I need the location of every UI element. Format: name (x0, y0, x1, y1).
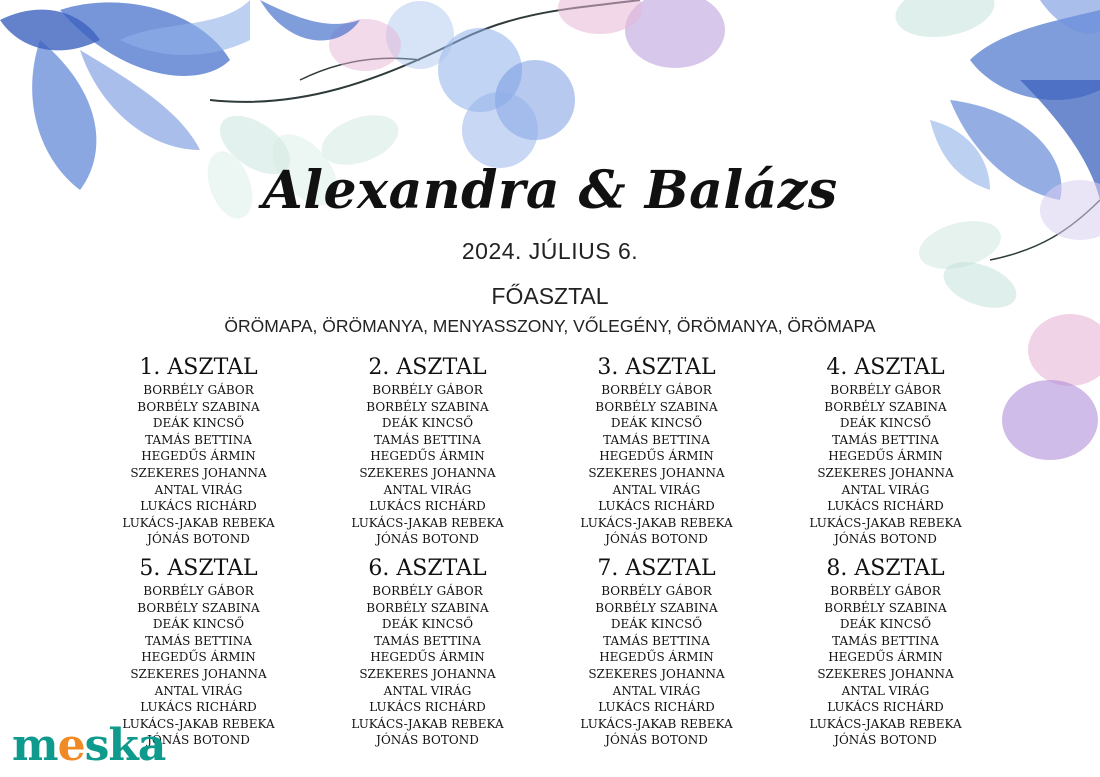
guest-name: BORBÉLY SZABINA (366, 600, 489, 615)
guest-name: JÓNÁS BOTOND (147, 532, 250, 547)
table-block (313, 555, 542, 756)
guest-name: HEGEDŰS ÁRMIN (599, 449, 714, 464)
guest-name: SZEKERES JOHANNA (588, 666, 725, 681)
guest-name: BORBÉLY SZABINA (137, 600, 260, 615)
table-block (771, 555, 1000, 756)
guest-name: HEGEDŰS ÁRMIN (599, 650, 714, 665)
table-block (771, 354, 1000, 555)
table-title: 4. ASZTAL (826, 355, 945, 380)
guest-name: DEÁK KINCSŐ (152, 416, 245, 431)
guest-name: BORBÉLY GÁBOR (372, 584, 483, 598)
guest-name: ANTAL VIRÁG (383, 683, 472, 698)
logo-letter: e (57, 720, 85, 771)
guest-name: JÓNÁS BOTOND (605, 532, 708, 547)
guest-name: HEGEDŰS ÁRMIN (141, 449, 256, 464)
table-block (542, 555, 771, 756)
guest-name: JÓNÁS BOTOND (376, 532, 479, 547)
guest-name: DEÁK KINCSŐ (839, 416, 932, 431)
logo-letter: m (12, 720, 58, 771)
guest-name: TAMÁS BETTINA (832, 432, 939, 447)
table-block (84, 354, 313, 555)
couple-names: Alexandra & Balázs (262, 160, 838, 221)
logo-letter: k (108, 720, 138, 771)
guest-name: SZEKERES JOHANNA (130, 465, 267, 480)
table-title: 3. ASZTAL (597, 355, 716, 380)
guest-name: ANTAL VIRÁG (612, 683, 701, 698)
table-title: 8. ASZTAL (826, 556, 945, 581)
guest-name: SZEKERES JOHANNA (359, 666, 496, 681)
table-title: 7. ASZTAL (597, 556, 716, 581)
table-title: 5. ASZTAL (139, 556, 258, 581)
guest-name: LUKÁCS-JAKAB REBEKA (351, 515, 504, 530)
guest-name: LUKÁCS-JAKAB REBEKA (122, 515, 275, 530)
guest-name: DEÁK KINCSŐ (381, 617, 474, 632)
guest-name: JÓNÁS BOTOND (376, 733, 479, 748)
guest-name: LUKÁCS RICHÁRD (598, 700, 715, 715)
guest-name: HEGEDŰS ÁRMIN (370, 449, 485, 464)
guest-name: LUKÁCS RICHÁRD (369, 499, 486, 514)
purple-leaves-icon (329, 0, 725, 71)
guest-name: DEÁK KINCSŐ (381, 416, 474, 431)
blue-leaves-icon (386, 1, 575, 168)
guest-name: BORBÉLY SZABINA (595, 399, 718, 414)
guest-name: BORBÉLY GÁBOR (830, 383, 941, 397)
guest-name: BORBÉLY SZABINA (366, 399, 489, 414)
guest-name: DEÁK KINCSŐ (152, 617, 245, 632)
guest-name: BORBÉLY GÁBOR (601, 383, 712, 397)
guest-name: LUKÁCS RICHÁRD (369, 700, 486, 715)
guest-name: TAMÁS BETTINA (603, 633, 710, 648)
guest-name: TAMÁS BETTINA (145, 432, 252, 447)
guest-name: BORBÉLY GÁBOR (830, 584, 941, 598)
meska-logo (12, 720, 165, 772)
guest-name: HEGEDŰS ÁRMIN (141, 650, 256, 665)
guest-name: SZEKERES JOHANNA (359, 465, 496, 480)
guest-list (84, 382, 313, 548)
guest-name: JÓNÁS BOTOND (605, 733, 708, 748)
guest-name: BORBÉLY GÁBOR (143, 584, 254, 598)
guest-name: SZEKERES JOHANNA (817, 465, 954, 480)
guest-name: LUKÁCS RICHÁRD (140, 700, 257, 715)
guest-name: ANTAL VIRÁG (841, 482, 930, 497)
guest-name: TAMÁS BETTINA (374, 633, 481, 648)
guest-list (313, 583, 542, 749)
guest-name: TAMÁS BETTINA (603, 432, 710, 447)
tables-grid (84, 354, 1000, 756)
guest-name: LUKÁCS-JAKAB REBEKA (122, 716, 275, 731)
guest-name: TAMÁS BETTINA (374, 432, 481, 447)
guest-name: DEÁK KINCSŐ (839, 617, 932, 632)
guest-name: LUKÁCS RICHÁRD (827, 499, 944, 514)
table-title: 6. ASZTAL (368, 556, 487, 581)
guest-name: DEÁK KINCSŐ (610, 617, 703, 632)
guest-name: LUKÁCS RICHÁRD (827, 700, 944, 715)
guest-name: LUKÁCS RICHÁRD (140, 499, 257, 514)
logo-letter: s (84, 720, 109, 771)
guest-list (771, 583, 1000, 749)
table-title: 2. ASZTAL (368, 355, 487, 380)
table-title: 1. ASZTAL (139, 355, 258, 380)
guest-name: JÓNÁS BOTOND (834, 733, 937, 748)
guest-name: HEGEDŰS ÁRMIN (828, 650, 943, 665)
guest-name: ANTAL VIRÁG (154, 482, 243, 497)
guest-name: LUKÁCS-JAKAB REBEKA (580, 515, 733, 530)
guest-name: SZEKERES JOHANNA (588, 465, 725, 480)
head-table-title: FŐASZTAL (491, 283, 609, 309)
guest-name: LUKÁCS-JAKAB REBEKA (809, 515, 962, 530)
guest-name: BORBÉLY SZABINA (595, 600, 718, 615)
guest-name: LUKÁCS-JAKAB REBEKA (809, 716, 962, 731)
guest-name: TAMÁS BETTINA (145, 633, 252, 648)
guest-name: JÓNÁS BOTOND (834, 532, 937, 547)
guest-name: LUKÁCS RICHÁRD (598, 499, 715, 514)
guest-name: TAMÁS BETTINA (832, 633, 939, 648)
guest-name: SZEKERES JOHANNA (130, 666, 267, 681)
logo-letter: a (137, 720, 166, 771)
guest-name: SZEKERES JOHANNA (817, 666, 954, 681)
table-block (313, 354, 542, 555)
guest-name: BORBÉLY SZABINA (137, 399, 260, 414)
guest-name: BORBÉLY GÁBOR (372, 383, 483, 397)
guest-name: ANTAL VIRÁG (841, 683, 930, 698)
guest-name: HEGEDŰS ÁRMIN (370, 650, 485, 665)
head-table-guests: ÖRÖMAPA, ÖRÖMANYA, MENYASSZONY, VŐLEGÉNY, ÖRÖMANYA, ÖRÖMAPA (224, 316, 876, 336)
event-date: 2024. JÚLIUS 6. (461, 238, 639, 264)
guest-name: BORBÉLY SZABINA (824, 600, 947, 615)
guest-name: BORBÉLY SZABINA (824, 399, 947, 414)
guest-name: BORBÉLY GÁBOR (143, 383, 254, 397)
guest-name: ANTAL VIRÁG (154, 683, 243, 698)
guest-name: JÓNÁS BOTOND (147, 733, 250, 748)
guest-name: LUKÁCS-JAKAB REBEKA (580, 716, 733, 731)
guest-list (542, 382, 771, 548)
guest-name: HEGEDŰS ÁRMIN (828, 449, 943, 464)
guest-name: ANTAL VIRÁG (383, 482, 472, 497)
guest-name: BORBÉLY GÁBOR (601, 584, 712, 598)
table-block (542, 354, 771, 555)
guest-list (771, 382, 1000, 548)
guest-name: DEÁK KINCSŐ (610, 416, 703, 431)
guest-name: ANTAL VIRÁG (612, 482, 701, 497)
guest-name: LUKÁCS-JAKAB REBEKA (351, 716, 504, 731)
guest-list (313, 382, 542, 548)
guest-list (542, 583, 771, 749)
